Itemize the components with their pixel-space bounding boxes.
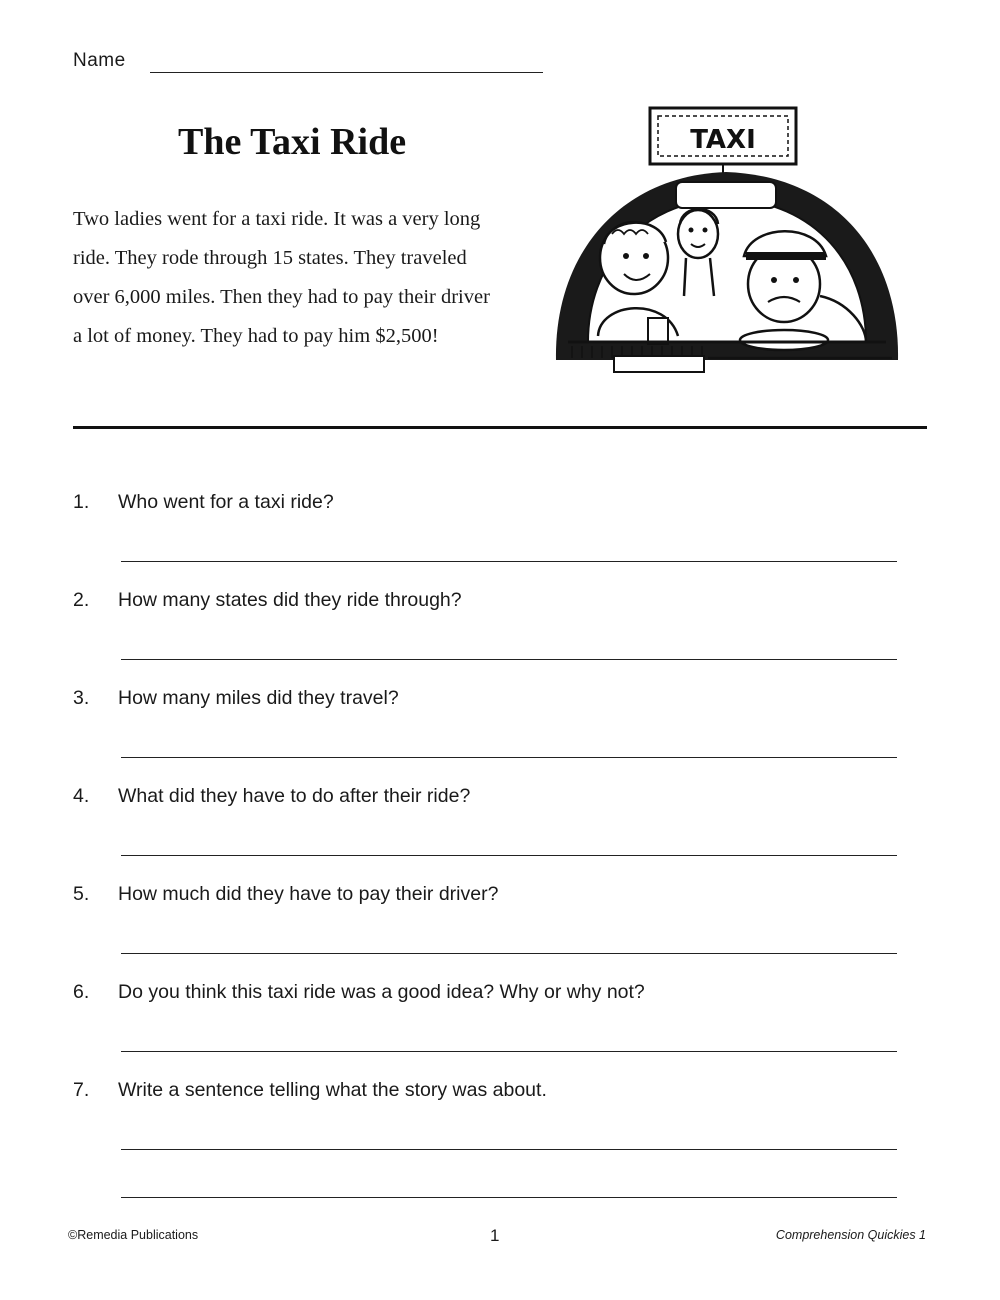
taxi-illustration-svg bbox=[548, 106, 904, 378]
question-1 bbox=[73, 491, 903, 521]
page-number: 1 bbox=[490, 1226, 500, 1245]
story-paragraph bbox=[73, 200, 533, 356]
question-2 bbox=[73, 589, 903, 619]
answer-line-2[interactable] bbox=[121, 659, 897, 660]
question-text: What did they have to do after their ride? bbox=[118, 785, 471, 807]
question-text: Who went for a taxi ride? bbox=[118, 491, 334, 513]
name-field[interactable] bbox=[73, 48, 553, 78]
question-number: 1. bbox=[73, 491, 90, 513]
answer-line-7a[interactable] bbox=[121, 1149, 897, 1150]
question-number: 7. bbox=[73, 1079, 90, 1101]
question-text: How much did they have to pay their driver? bbox=[118, 883, 499, 905]
section-divider bbox=[73, 426, 927, 429]
question-text: Write a sentence telling what the story was about. bbox=[118, 1079, 547, 1101]
story-line: over 6,000 miles. Then they had to pay their driver bbox=[73, 286, 490, 308]
question-number: 5. bbox=[73, 883, 90, 905]
name-label: Name bbox=[73, 50, 126, 71]
page-title: The Taxi Ride bbox=[178, 121, 407, 163]
taxi-cartoon-illustration bbox=[548, 106, 904, 378]
question-7 bbox=[73, 1079, 903, 1109]
story-line: ride. They rode through 15 states. They traveled bbox=[73, 247, 467, 269]
question-3 bbox=[73, 687, 903, 717]
question-number: 2. bbox=[73, 589, 90, 611]
question-5 bbox=[73, 883, 903, 913]
taxi-sign-text: TAXI bbox=[690, 125, 756, 155]
answer-line-5[interactable] bbox=[121, 953, 897, 954]
footer-book-title: Comprehension Quickies 1 bbox=[775, 1228, 926, 1242]
question-number: 4. bbox=[73, 785, 90, 807]
question-text: How many states did they ride through? bbox=[118, 589, 462, 611]
answer-line-3[interactable] bbox=[121, 757, 897, 758]
question-text: Do you think this taxi ride was a good idea? Why or why not? bbox=[118, 981, 645, 1003]
answer-line-6[interactable] bbox=[121, 1051, 897, 1052]
name-blank-line[interactable] bbox=[150, 72, 543, 73]
answer-line-7b[interactable] bbox=[121, 1197, 897, 1198]
question-number: 6. bbox=[73, 981, 90, 1003]
story-line: Two ladies went for a taxi ride. It was a very long bbox=[73, 208, 481, 230]
answer-line-4[interactable] bbox=[121, 855, 897, 856]
question-number: 3. bbox=[73, 687, 90, 709]
answer-line-1[interactable] bbox=[121, 561, 897, 562]
story-line: a lot of money. They had to pay him $2,500! bbox=[73, 325, 439, 347]
question-6 bbox=[73, 981, 903, 1011]
question-4 bbox=[73, 785, 903, 815]
question-text: How many miles did they travel? bbox=[118, 687, 399, 709]
footer-copyright: ©Remedia Publications bbox=[68, 1228, 199, 1242]
